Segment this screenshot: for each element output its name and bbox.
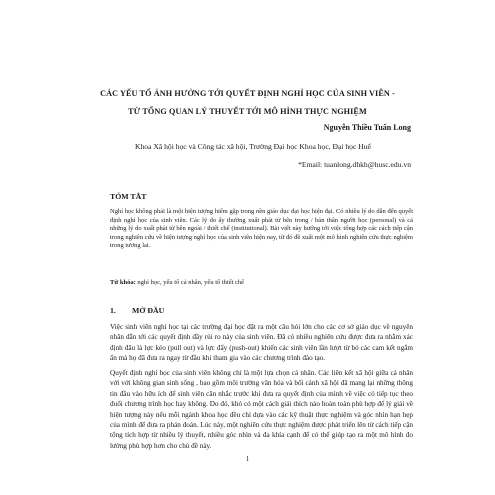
paper-title-line-2: TỪ TỔNG QUAN LÝ THUYẾT TỚI MÔ HÌNH THỰC NGHIỆM — [128, 107, 367, 116]
body-paragraph-2: Quyết định nghỉ học của sinh viên không chỉ là một lựa chọn cá nhân. Các liên kết xã hội giữa cá nhân với với không gian sinh sống , bao gồm môi trường văn hóa và bối cảnh xã hội đã mang lại những thông tin đầu vào hữu ích để sinh viên cân nhắc trước khi đưa ra quyết định của mình về việc có tiếp tục theo đuổi chương trình học hay không. Do đó, khó có một cách giải thích nào hoàn toàn phù hợp để lý giải về hiện tượng này nếu mỗi ngành khoa học đều chỉ dựa vào các kỹ thuật thực nghiệm và góc nhìn hạn hẹp của mình để đưa ra phán đoán. Lúc này, một nghiên cứu thực nghiệm được phát triển lên từ cách tiếp cận tổng tích hợp từ nhiều lý thuyết, nhiều góc nhìn và đa khía cạnh để có thể giúp tạo ra một mô hình đo lường phù hợp hơn cho chủ đề này. — [110, 369, 413, 450]
section-heading — [110, 306, 164, 315]
paper-title-line-1: CÁC YẾU TỐ ẢNH HƯỞNG TỚI QUYẾT ĐỊNH NGHỈ HỌC CỦA SINH VIÊN - — [100, 89, 395, 98]
abstract-heading: TÓM TẮT — [110, 192, 147, 201]
keywords-text: nghỉ học, yếu tố cá nhân, yếu tố thiết chế — [135, 279, 245, 286]
author-affiliation: Khoa Xã hội học và Công tác xã hội, Trường Đại học Khoa học, Đại học Huế — [135, 142, 371, 151]
author-email: *Email: tuanlong.dhkh@husc.edu.vn — [298, 160, 411, 169]
keywords — [110, 279, 413, 286]
page-number: 1 — [245, 455, 250, 463]
abstract-text: Nghỉ học không phải là một hiện tượng hiếm gặp trong nền giáo dục đại học hiện đại. Có nhiều lý do dẫn đến quyết định nghỉ học của sinh viên. Các lý do ấy thường xuất phát từ bên trong / bản thân người học (personal) và cả những lý do xuất phát từ bên ngoài / thiết chế (institutional). Bài viết này hướng tới việc tổng hợp các cách tiếp cận trong nghiên cứu về hiện tượng nghỉ học của sinh viên hiện nay, từ đó đề xuất một mô hình nghiên cứu thực nghiệm trong tương lai. — [110, 208, 413, 250]
author-name: Nguyễn Thiều Tuấn Long — [323, 123, 411, 132]
keywords-label: Từ khóa: — [110, 279, 136, 286]
section-title: MỞ ĐẦU — [132, 306, 165, 315]
section-number: 1. — [110, 306, 116, 315]
body-paragraph-1: Việc sinh viên nghỉ học tại các trường đại học đặt ra một câu hỏi lớn cho các cơ sở giáo dục về nguyên nhân dẫn tới các quyết định đầy rủi ro này của sinh viên. Đã có nhiều nghiên cứu được đưa ra nhằm xác định đâu là lực kéo (pull out) và lực đẩy (push-out) khiến các sinh viên lần lượt từ bỏ các cam kết ngắm ấn mà họ đã đưa ra ngay từ đầu khi tham gia vào các chương trình đào tạo. — [110, 323, 413, 363]
